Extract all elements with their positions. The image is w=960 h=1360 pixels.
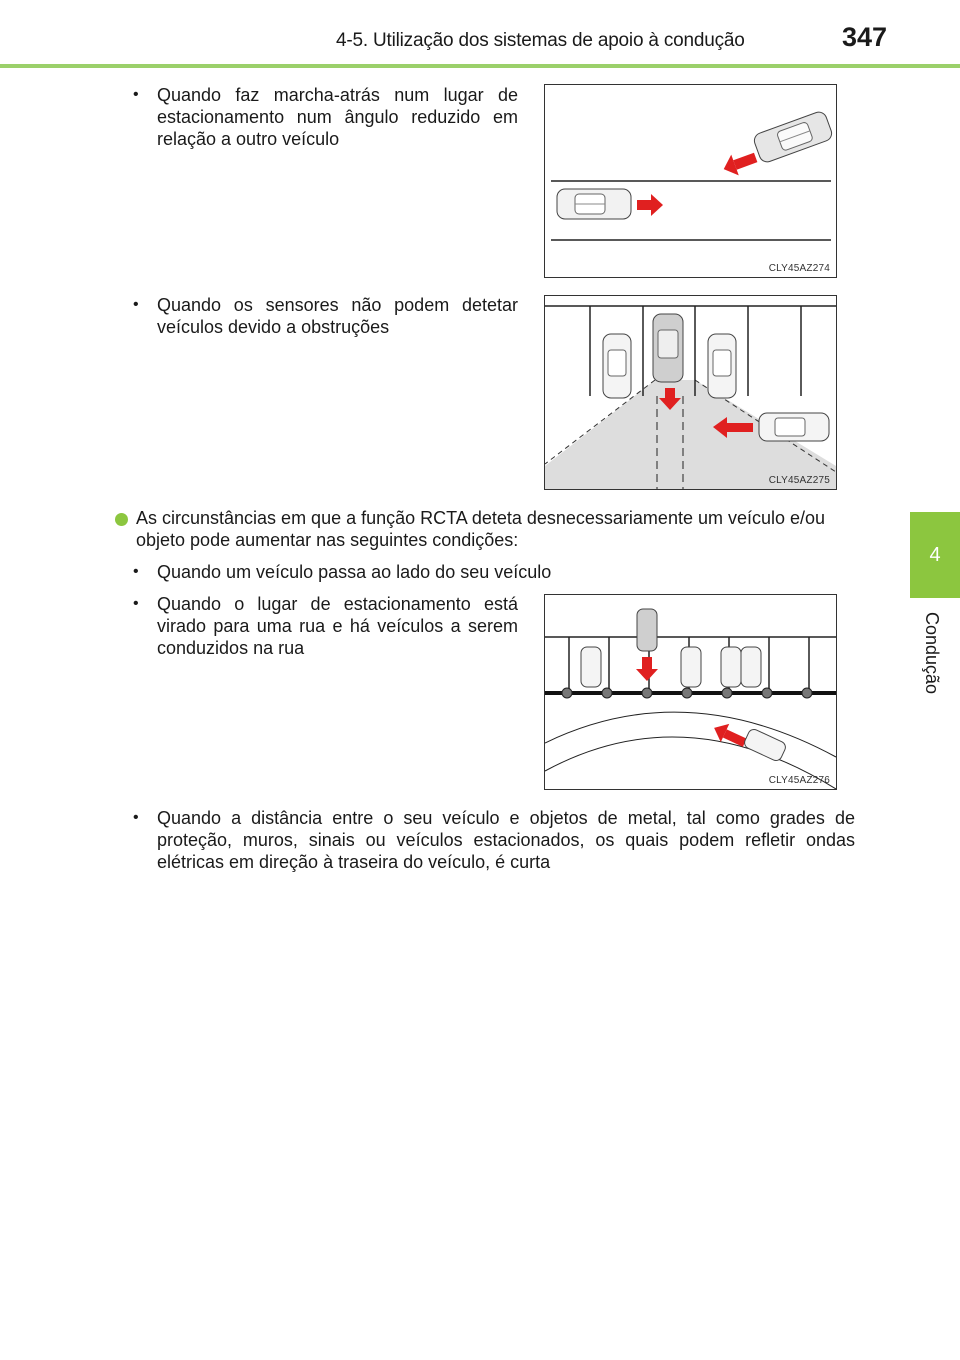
list-item-text: Quando os sensores não podem detetar veículos devido a obstruções: [157, 295, 518, 337]
list-item-text: Quando um veículo passa ao lado do seu veículo: [157, 562, 552, 582]
car-icon: [681, 647, 701, 687]
car-icon: [637, 609, 657, 651]
list-item: [133, 593, 518, 659]
bullet-glyph: •: [133, 296, 139, 313]
car-icon: [581, 647, 601, 687]
list-item-text: Quando a distância entre o seu veículo e objetos de metal, tal como grades de proteção, muros, sinais ou veículos estacionados, os quais podem refletir ondas elétricas em direção à traseira do veículo, é curta: [157, 808, 855, 872]
arrow-left-icon: [710, 719, 749, 751]
main-list-item: [115, 507, 865, 551]
section-title: 4-5. Utilização dos sistemas de apoio à condução: [336, 30, 745, 51]
illustration-angled-parking: [544, 84, 837, 278]
bullet-glyph: •: [133, 809, 139, 826]
illustration-street-parking: [544, 594, 837, 790]
list-item: [133, 294, 518, 338]
main-list-item-text: As circunstâncias em que a função RCTA deteta desnecessariamente um veículo e/ou objeto pode aumentar nas seguintes condições:: [136, 508, 826, 550]
arrow-right-icon: [637, 194, 663, 216]
list-item-text: Quando o lugar de estacionamento está virado para uma rua e há veículos a serem conduzidos na rua: [157, 594, 518, 658]
car-icon: [708, 334, 736, 398]
chapter-tab[interactable]: 4: [910, 512, 960, 598]
car-icon: [752, 110, 834, 164]
list-item: [133, 807, 855, 873]
bullet-glyph: •: [133, 563, 139, 580]
list-item: [133, 84, 518, 150]
bullet-glyph: •: [133, 595, 139, 612]
illustration-obstructed-sensors: [544, 295, 837, 490]
car-icon: [557, 189, 631, 219]
bullet-circle-icon: [115, 513, 128, 526]
car-icon: [743, 727, 788, 762]
list-item: [133, 561, 863, 583]
figure-code: CLY45AZ274: [768, 263, 830, 274]
figure-code: CLY45AZ276: [768, 775, 830, 786]
arrow-down-icon: [636, 657, 658, 681]
list-item-text: Quando faz marcha-atrás num lugar de estacionamento num ângulo reduzido em relação a outro veículo: [157, 85, 518, 149]
car-icon: [721, 647, 741, 687]
car-icon: [741, 647, 761, 687]
page-number: 347: [842, 22, 888, 52]
car-icon: [759, 413, 829, 441]
car-icon: [603, 334, 631, 398]
figure-code: CLY45AZ275: [768, 475, 830, 486]
header-divider: [0, 64, 960, 68]
chapter-label: Condução: [922, 612, 942, 695]
bullet-glyph: •: [133, 86, 139, 103]
arrow-left-icon: [720, 147, 759, 179]
car-icon: [653, 314, 683, 382]
